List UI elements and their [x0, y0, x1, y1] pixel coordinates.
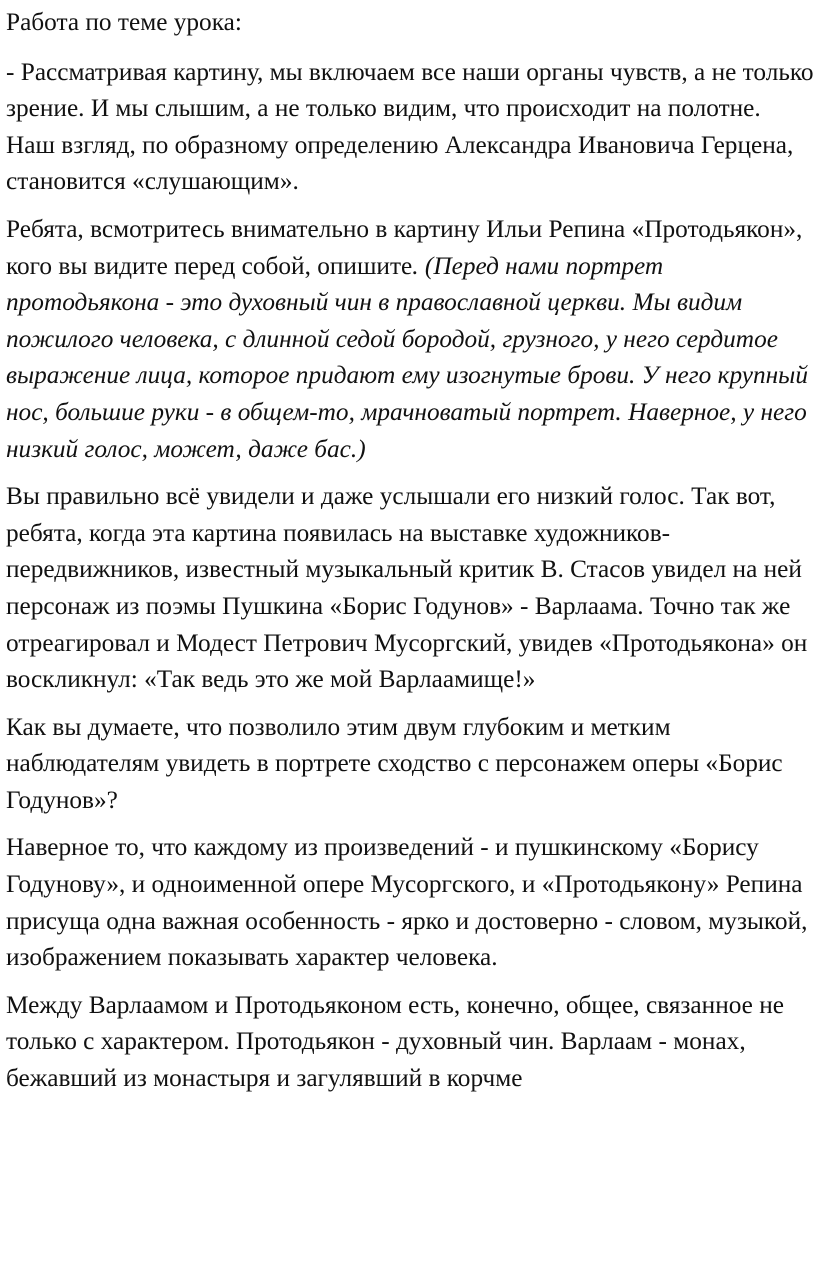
paragraph-intro: - Рассматривая картину, мы включаем все наши органы чувств, а не только зрение. И мы слышим, а не только видим, что происходит на полотне. Наш взгляд, по образному определению Александра Ивановича Герцена, становится «слушающим». — [6, 57, 814, 196]
paragraph-stasov-mussorgsky: Вы правильно всё увидели и даже услышали его низкий голос. Так вот, ребята, когда эта картина появилась на выставке художников-передвижников, известный музыкальный критик В. Стасов увидел на ней персонаж из поэмы Пушкина «Борис Годунов» - Варлаама. Точно так же отреагировал и Модест Петрович Мусоргский, увидев «Протодьякона» он воскликнул: «Так ведь это же мой Варлаамище!» — [6, 482, 808, 694]
paragraph-common-feature: Наверное то, что каждому из произведений - и пушкинскому «Борису Годунову», и одноименной опере Мусоргского, и «Протодьякону» Репина присуща одна важная особенность - ярко и достоверно - словом, музыкой, изображением показывать характер человека. — [6, 833, 808, 972]
answer-italic-text: . (Перед нами портрет протодьякона - это духовный чин в православной церкви. Мы видим пожилого человека, с длинной седой бородой, грузного, у него сердитое выражение лица, которое придают ему изогнутые брови. У него крупный нос, большие руки - в общем-то, мрачноватый портрет. Наверное, у него низкий голос, может, даже бас.) — [6, 251, 808, 463]
section-heading: Работа по теме урока: — [6, 8, 242, 36]
question-text: Ребята, всмотритесь внимательно в картину Ильи Репина «Протодьякон», кого вы видите перед собой, опишите — [6, 214, 803, 280]
paragraph-question-similarity: Как вы думаете, что позволило этим двум глубоким и метким наблюдателям увидеть в портрете сходство с персонажем оперы «Борис Годунов»? — [6, 712, 783, 814]
document-body — [6, 4, 814, 1108]
paragraph-question-portrait — [6, 211, 814, 467]
paragraph-varlaam-protodeacon: Между Варлаамом и Протодьяконом есть, конечно, общее, связанное не только с характером. Протодьякон - духовный чин. Варлаам - монах, бежавший из монастыря и загулявший в корчме — [6, 990, 785, 1093]
